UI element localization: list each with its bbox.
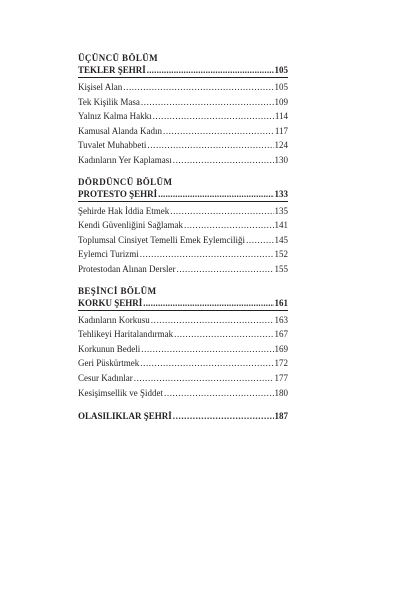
toc-entry[interactable] — [78, 233, 288, 248]
entry-title: Kamusal Alanda Kadın — [78, 125, 162, 136]
dot-leader — [173, 409, 274, 424]
dot-leader — [140, 247, 274, 262]
toc-entry[interactable] — [78, 327, 288, 342]
dot-leader — [134, 371, 274, 386]
entry-title: Tehlikeyi Haritalandırmak — [78, 329, 174, 340]
entry-title: Korkunun Bedeli — [78, 343, 141, 354]
toc-entry[interactable] — [78, 218, 288, 233]
page-number: 114 — [274, 111, 288, 122]
section-4 — [78, 177, 288, 277]
entry-title: Tek Kişilik Masa — [78, 96, 140, 107]
dot-leader — [147, 138, 273, 153]
page-number: 167 — [274, 329, 288, 340]
toc-entry[interactable] — [78, 371, 288, 386]
toc-entry[interactable] — [78, 204, 288, 219]
page-number: 124 — [274, 140, 288, 151]
page-number: 105 — [274, 82, 288, 92]
entry-title: Protestodan Alınan Dersler — [78, 263, 176, 274]
dot-leader — [158, 188, 273, 200]
page-number: 177 — [274, 372, 288, 383]
entry-title: Kesişimsellik ve Şiddet — [78, 387, 163, 398]
toc-entry[interactable] — [78, 313, 288, 328]
entry-title: Yalnız Kalma Hakkı — [78, 111, 152, 122]
section-3 — [78, 53, 288, 168]
chapter-title: OLASILIKLAR ŞEHRİ — [78, 411, 172, 422]
toc-entry[interactable] — [78, 247, 288, 262]
chapter-heading[interactable] — [78, 64, 288, 78]
page-number: 172 — [274, 358, 288, 369]
entry-title: Toplumsal Cinsiyet Temelli Emek Eylemciliği — [78, 234, 246, 245]
final-chapter[interactable] — [78, 409, 288, 424]
toc-entry[interactable] — [78, 153, 288, 168]
page-number: 145 — [274, 234, 288, 245]
section-label: ÜÇÜNCÜ BÖLÜM — [78, 53, 159, 63]
chapter-title: KORKU ŞEHRİ — [78, 297, 143, 308]
dot-leader — [141, 95, 274, 110]
entry-title: Kendi Güvenliğini Sağlamak — [78, 220, 183, 231]
dot-leader — [163, 124, 274, 139]
entry-title: Tuvalet Muhabbeti — [78, 140, 147, 151]
section-5 — [78, 286, 288, 401]
entry-title: Şehirde Hak İddia Etmek — [78, 205, 170, 216]
page-number: 130 — [274, 154, 288, 165]
entry-title: Kadınların Korkusu — [78, 314, 150, 325]
dot-leader — [147, 64, 274, 76]
entry-title: Cesur Kadınlar — [78, 372, 133, 383]
table-of-contents — [78, 53, 288, 424]
page-number: 161 — [274, 297, 288, 308]
page-number: 169 — [274, 343, 288, 354]
dot-leader — [184, 218, 274, 233]
toc-entry[interactable] — [78, 262, 288, 277]
page-number: 105 — [274, 65, 288, 75]
chapter-heading[interactable] — [78, 297, 288, 311]
dot-leader — [246, 233, 273, 248]
chapter-heading[interactable] — [78, 188, 288, 202]
toc-entry[interactable] — [78, 109, 288, 124]
dot-leader — [141, 342, 273, 357]
entry-title: Eylemci Turizmi — [78, 249, 139, 260]
chapter-title: TEKLER ŞEHRİ — [78, 65, 146, 75]
dot-leader — [164, 386, 274, 401]
toc-entry[interactable] — [78, 124, 288, 139]
page-number: 133 — [274, 188, 288, 199]
dot-leader — [143, 297, 273, 309]
dot-leader — [173, 153, 274, 168]
dot-leader — [174, 327, 273, 342]
page-number: 135 — [274, 205, 288, 216]
toc-entry[interactable] — [78, 95, 288, 110]
dot-leader — [140, 356, 273, 371]
toc-entry[interactable] — [78, 386, 288, 401]
page-number: 180 — [274, 387, 288, 398]
toc-entry[interactable] — [78, 138, 288, 153]
page-number: 141 — [274, 220, 288, 231]
entry-title: Geri Püskürtmek — [78, 358, 140, 369]
page-number: 187 — [274, 411, 288, 422]
dot-leader — [176, 262, 273, 277]
section-label: DÖRDÜNCÜ BÖLÜM — [78, 176, 173, 187]
page-number: 155 — [274, 263, 288, 274]
entry-title: Kadınların Yer Kaplaması — [78, 154, 172, 165]
page-number: 163 — [274, 314, 288, 325]
dot-leader — [123, 80, 273, 95]
page-number: 109 — [274, 96, 288, 107]
entry-title: Kişisel Alan — [78, 82, 123, 92]
section-label: BEŞİNCİ BÖLÜM — [78, 285, 157, 296]
dot-leader — [153, 109, 274, 124]
page-number: 117 — [274, 125, 288, 136]
dot-leader — [170, 204, 273, 219]
chapter-title: PROTESTO ŞEHRİ — [78, 188, 158, 199]
toc-entry[interactable] — [78, 80, 288, 95]
dot-leader — [151, 313, 274, 328]
page-number: 152 — [274, 249, 288, 260]
toc-entry[interactable] — [78, 342, 288, 357]
toc-entry[interactable] — [78, 356, 288, 371]
